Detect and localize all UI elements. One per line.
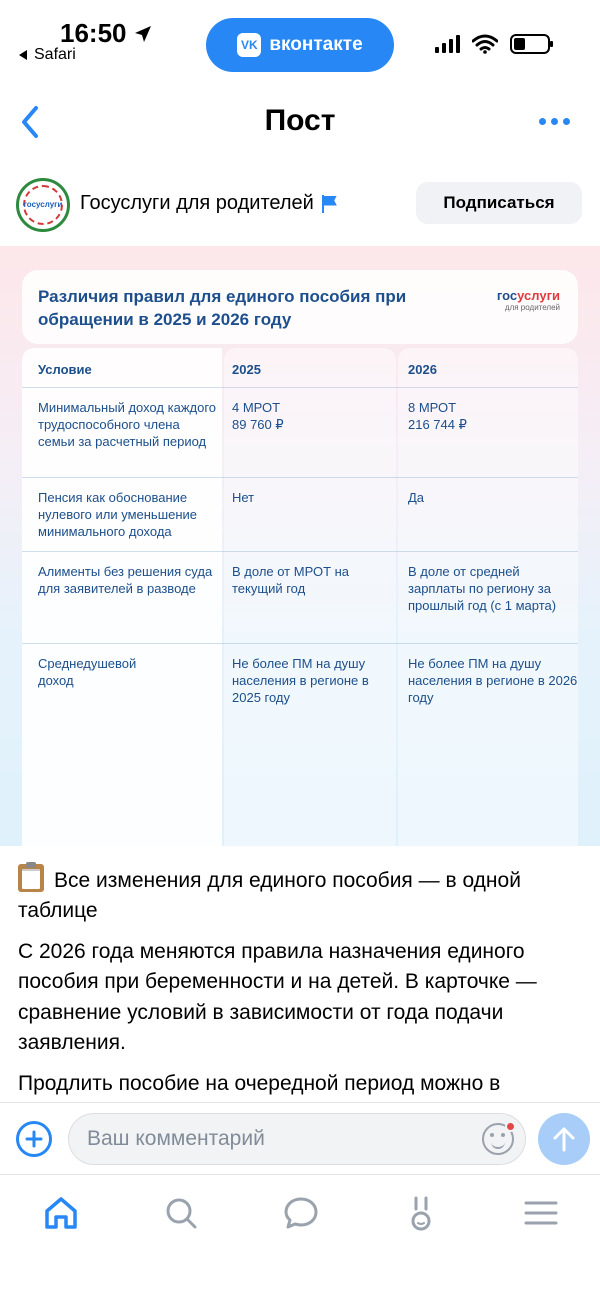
table-cell: В доле от средней зарплаты по региону за прошлый год (с 1 марта) xyxy=(408,564,557,613)
battery-icon xyxy=(510,34,550,54)
table-cell: Пенсия как обоснование нулевого или уменьшение минимального дохода xyxy=(38,490,198,539)
table-row xyxy=(22,644,578,734)
comment-bar xyxy=(0,1102,600,1174)
post-text xyxy=(18,864,584,1109)
messages-icon[interactable] xyxy=(281,1193,321,1233)
plus-icon xyxy=(25,1130,43,1148)
home-icon[interactable] xyxy=(41,1193,81,1233)
table-cell: Не более ПМ на душу населения в регионе в 2025 году xyxy=(232,656,369,705)
post-heading: Все изменения для единого пособия — в одной таблице xyxy=(18,864,584,927)
vk-logo-icon: VK xyxy=(237,33,261,57)
more-options-icon[interactable] xyxy=(539,118,570,125)
wifi-icon xyxy=(472,34,498,54)
add-attachment-button[interactable] xyxy=(16,1121,52,1157)
send-button[interactable] xyxy=(538,1113,590,1165)
clips-icon[interactable] xyxy=(401,1193,441,1233)
page-title: Пост xyxy=(264,104,336,137)
table-row xyxy=(22,388,578,478)
tab-bar xyxy=(0,1174,600,1300)
search-icon[interactable] xyxy=(161,1193,201,1233)
community-name[interactable]: Госуслуги для родителей xyxy=(80,192,338,215)
avatar-logo: госуслуги xyxy=(23,185,63,225)
cellular-signal-icon xyxy=(435,35,460,53)
back-triangle-icon xyxy=(18,49,28,61)
card-title: Различия правил для единого пособия при обращении в 2025 и 2026 году xyxy=(38,287,407,329)
post-image[interactable] xyxy=(0,246,600,846)
status-indicators xyxy=(435,34,550,54)
emoji-notification-dot xyxy=(505,1121,516,1132)
flag-icon xyxy=(322,195,338,213)
table-cell: Среднедушевой доход xyxy=(38,656,137,688)
status-time: 16:50 xyxy=(60,18,153,49)
table-row xyxy=(22,552,578,644)
table-header-cell: 2025 xyxy=(232,362,261,377)
location-arrow-icon xyxy=(133,24,153,44)
community-header xyxy=(0,176,600,236)
card-title-box xyxy=(22,270,578,344)
gosuslugi-logo: госуслуги для родителей xyxy=(496,288,560,312)
back-to-safari[interactable]: Safari xyxy=(18,46,76,64)
navigation-bar xyxy=(0,90,600,154)
comment-input[interactable] xyxy=(68,1113,526,1165)
vk-app-pill[interactable]: VK вконтакте xyxy=(206,18,394,72)
arrow-up-icon xyxy=(552,1126,576,1152)
table-cell: Алименты без решения суда для заявителей в разводе xyxy=(38,564,213,596)
table-cell: 4 МРОТ 89 760 ₽ xyxy=(232,400,284,432)
table-header-cell: Условие xyxy=(38,362,92,377)
table-header-row xyxy=(22,348,578,388)
table-cell: 8 МРОТ 216 744 ₽ xyxy=(408,400,467,432)
clipboard-icon xyxy=(18,864,44,892)
menu-icon[interactable] xyxy=(521,1193,561,1233)
table-row xyxy=(22,478,578,552)
status-bar xyxy=(0,0,600,80)
table-cell: Не более ПМ на душу населения в регионе в 2026 году xyxy=(408,656,578,705)
table-header-cell: 2026 xyxy=(408,362,437,377)
table-cell: Минимальный доход каждого трудоспособного члена семьи за расчетный период xyxy=(38,400,217,449)
avatar[interactable] xyxy=(16,178,70,232)
post-paragraph: Продлить пособие на очередной период можно в xyxy=(18,1071,501,1095)
post-paragraph: С 2026 года меняются правила назначения единого пособия при беременности и на детей. В карточке — сравнение условий в зависимости от года подачи заявления. xyxy=(18,939,537,1055)
table-cell: Да xyxy=(408,490,425,505)
table-cell: Нет xyxy=(232,490,255,505)
table-cell: В доле от МРОТ на текущий год xyxy=(232,564,350,596)
subscribe-button[interactable]: Подписаться xyxy=(416,182,582,224)
